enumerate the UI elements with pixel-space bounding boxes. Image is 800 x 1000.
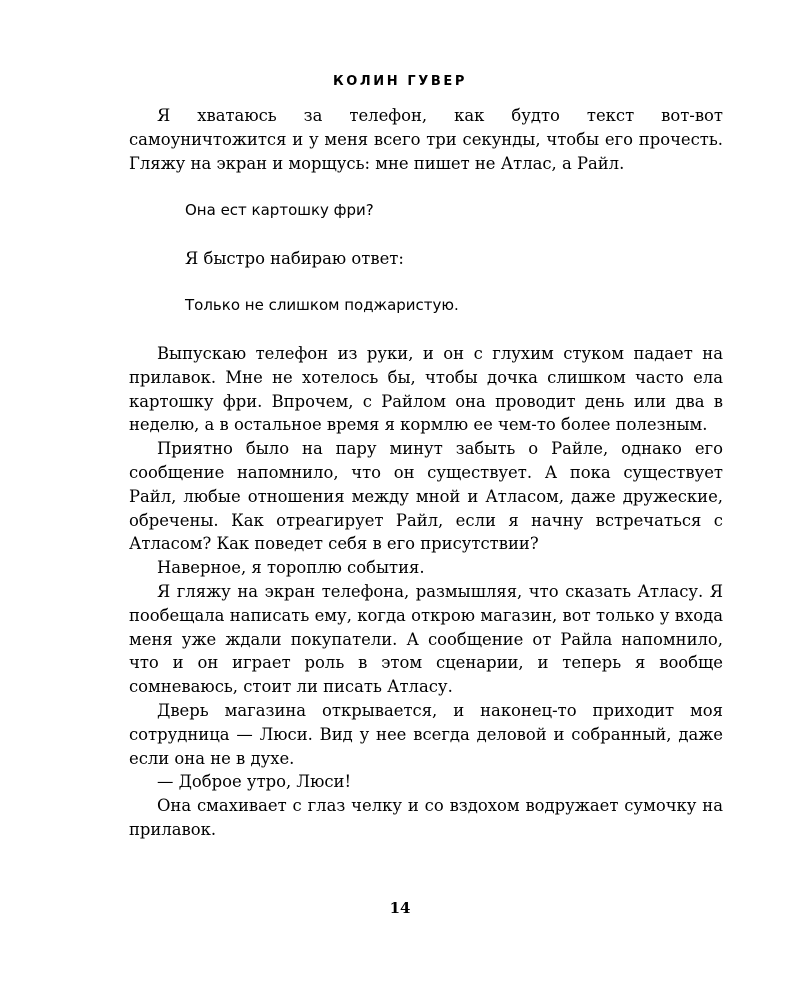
paragraph: Я гляжу на экран телефона, размышляя, что сказать Атласу. Я пообещала написать ему, когда открою магазин, вот только у входа меня уже ждали покупатели. А сообщение от Райла напомнило, что и он играет роль в этом сценарии, и теперь я вообще сомневаюсь, стоит ли писать Атласу. xyxy=(129,581,723,697)
running-header-author: КОЛИН ГУВЕР xyxy=(333,74,467,89)
spacer xyxy=(129,175,723,199)
text-message: Она ест картошку фри? xyxy=(185,201,374,220)
text-message: Только не слишком поджаристую. xyxy=(185,296,459,315)
paragraph: Выпускаю телефон из руки, и он с глухим стуком падает на прилавок. Мне не хотелось бы, чтобы дочка слишком часто ела картошку фри. Впрочем, с Райлом она проводит день или два в неделю, а в остальное время я кормлю ее чем-то более полезным. xyxy=(129,343,723,435)
dialogue-line: — Доброе утро, Люси! xyxy=(157,772,352,792)
paragraph: Дверь магазина открывается, и наконец-то приходит моя сотрудница — Люси. Вид у нее всегда деловой и собранный, даже если она не в духе. xyxy=(129,700,723,768)
paragraph: Наверное, я тороплю события. xyxy=(157,558,425,578)
spacer xyxy=(129,223,723,247)
paragraph: Я быстро набираю ответ: xyxy=(185,248,404,268)
paragraph: Она смахивает с глаз челку и со вздохом водружает сумочку на прилавок. xyxy=(129,796,723,839)
page-body xyxy=(129,104,723,842)
paragraph: Приятно было на пару минут забыть о Райле, однако его сообщение напомнило, что он существует. А пока существует Райл, любые отношения между мной и Атласом, даже дружеские, обречены. Как отреагирует Райл, если я начну встречаться с Атласом? Как поведет себя в его присутствии? xyxy=(129,439,723,554)
page-number: 14 xyxy=(389,899,411,917)
spacer xyxy=(129,318,723,342)
paragraph: Я хватаюсь за телефон, как будто текст вот-вот самоуничтожится и у меня всего три секунды, чтобы его прочесть. Гляжу на экран и морщусь: мне пишет не Атлас, а Райл. xyxy=(129,106,723,173)
spacer xyxy=(129,271,723,295)
